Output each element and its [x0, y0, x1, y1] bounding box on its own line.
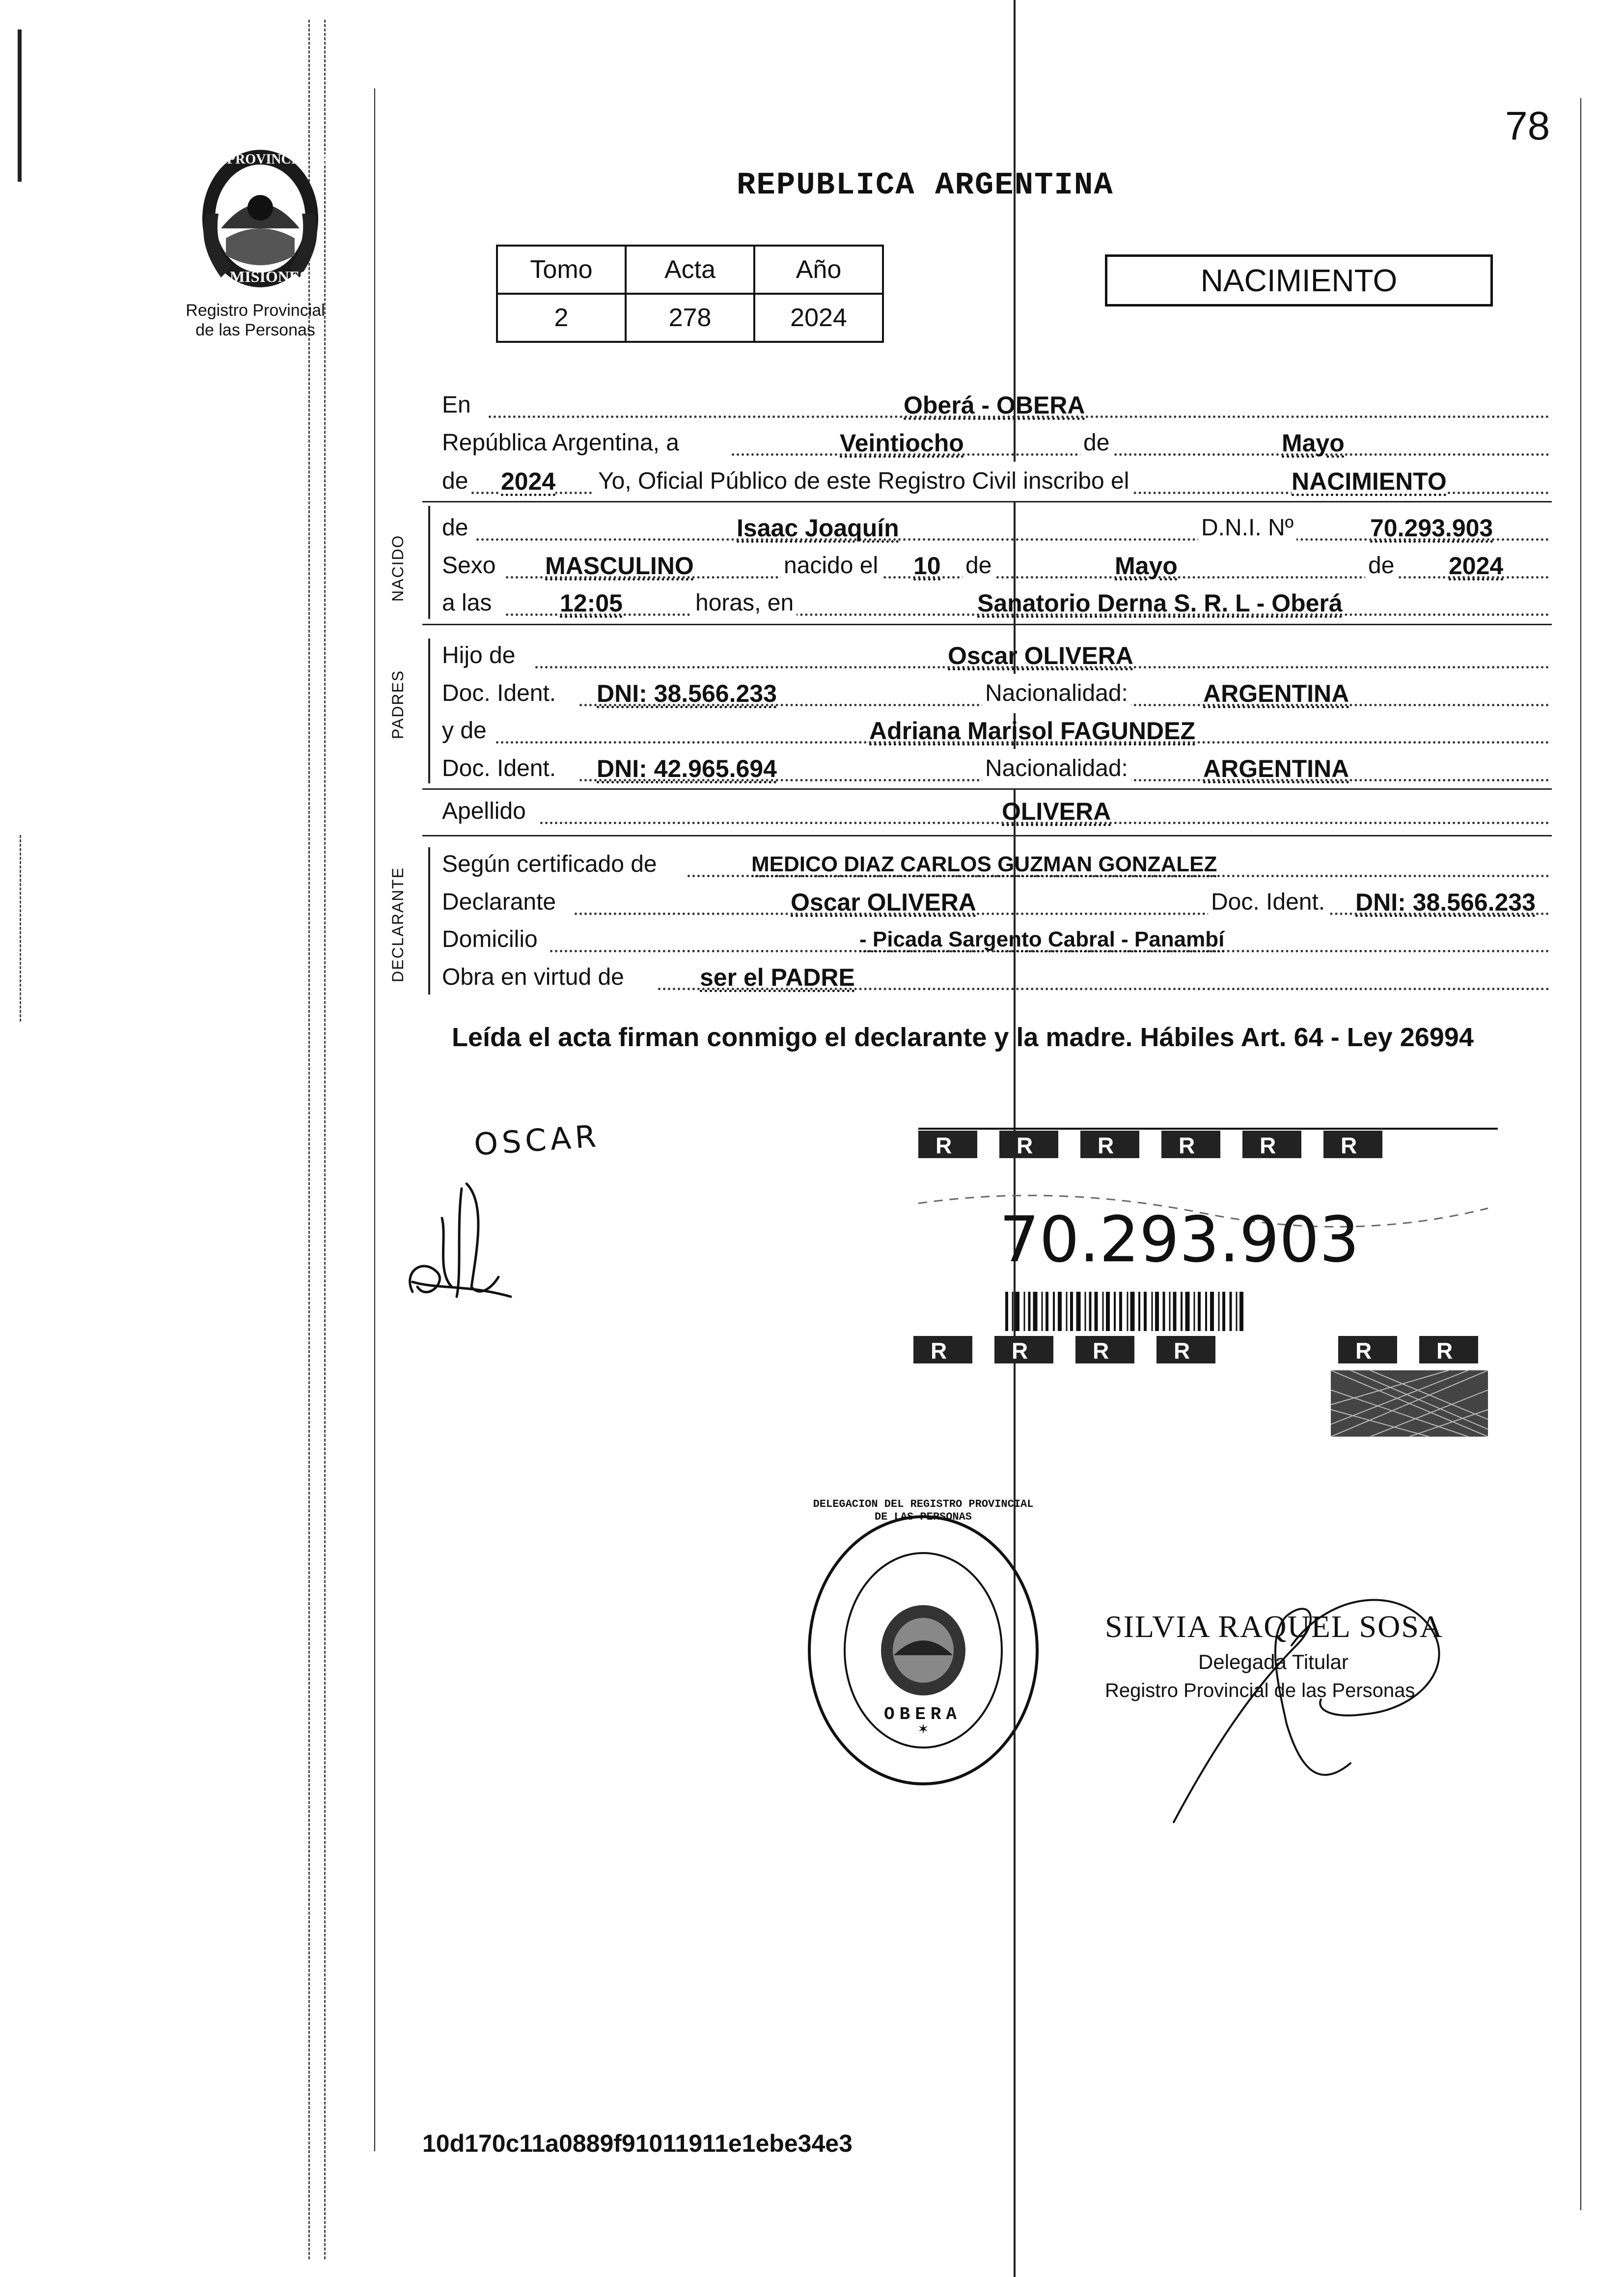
declarante-row-name: [442, 883, 1552, 922]
svg-text:R: R: [1436, 1338, 1453, 1363]
svg-text:R: R: [1098, 1133, 1114, 1158]
apellido-row: [442, 792, 1552, 831]
section-bracket-nacido: [428, 506, 430, 619]
section-divider: [422, 624, 1552, 625]
declarante-row-certificado: [442, 845, 1552, 884]
en-label: En: [442, 392, 471, 418]
declarant-signature: [393, 1159, 540, 1316]
mother-doc-value: DNI: 42.965.694: [597, 755, 777, 782]
record-type-box: NACIMIENTO: [1105, 254, 1493, 306]
obra-value: ser el PADRE: [700, 964, 855, 991]
mother-nationality-label: Nacionalidad:: [982, 749, 1131, 788]
nacido-row-name: [442, 508, 1552, 548]
officer-name: SILVIA RAQUEL SOSA: [1105, 1609, 1444, 1644]
birth-de-label: de: [963, 546, 994, 585]
father-nationality-label: Nacionalidad:: [982, 674, 1131, 713]
year-value: 2024: [501, 462, 555, 501]
declarante-row-obra: [442, 958, 1552, 997]
official-stamp: [805, 1498, 1041, 1788]
sexo-label: Sexo: [442, 546, 495, 585]
svg-text:✶: ✶: [918, 1721, 929, 1739]
declarante-row-domicilio: [442, 920, 1552, 959]
svg-text:R: R: [1179, 1133, 1195, 1158]
scan-margin-line: [324, 20, 326, 2259]
svg-text:R: R: [1260, 1133, 1276, 1158]
logo-caption-line2: de las Personas: [195, 321, 315, 339]
section-label-nacido: NACIDO: [389, 534, 407, 602]
section-divider: [422, 835, 1552, 836]
year-de-label: de: [442, 462, 471, 501]
place-value: Oberá - OBERA: [904, 391, 1085, 419]
father-doc-value: DNI: 38.566.233: [597, 680, 777, 707]
date-de-label: de: [1080, 423, 1112, 463]
mother-doc-label: Doc. Ident.: [442, 749, 556, 788]
declarante-doc-value: DNI: 38.566.233: [1355, 889, 1536, 916]
page-border-right: [1580, 98, 1581, 2210]
y-de-label: y de: [442, 711, 487, 750]
logo-caption: [174, 301, 336, 340]
certificado-label: Según certificado de: [442, 845, 660, 884]
birth-de-label-2: de: [1365, 546, 1397, 585]
father-name-value: Oscar OLIVERA: [948, 642, 1133, 669]
intro-row-date: [442, 423, 1552, 463]
statement-text: Yo, Oficial Público de este Registro Civil inscribo el: [594, 462, 1133, 501]
svg-text:R: R: [1093, 1338, 1109, 1363]
birth-day-value: 10: [913, 552, 941, 580]
hijo-de-label: Hijo de: [442, 636, 515, 675]
document-hash: 10d170c11a0889f91011911e1ebe34e3: [422, 2130, 853, 2157]
padres-row-mother: [442, 711, 1552, 750]
section-divider: [422, 788, 1552, 790]
scan-edge-line: [18, 29, 22, 182]
time-value: 12:05: [560, 589, 623, 617]
section-bracket-padres: [428, 639, 430, 783]
mother-name-value: Adriana Marisol FAGUNDEZ: [869, 717, 1195, 745]
registry-header-anio: Año: [754, 246, 883, 294]
dni-label: D.N.I. Nº: [1198, 508, 1296, 548]
page-number: 78: [1505, 104, 1550, 148]
province-emblem: [187, 145, 334, 292]
registry-table: [496, 245, 884, 343]
month-value: Mayo: [1282, 429, 1345, 457]
padres-row-father-doc: [442, 674, 1552, 713]
svg-text:R: R: [1341, 1133, 1357, 1158]
handwritten-name: OSCAR: [472, 1118, 602, 1163]
registry-value-acta: 278: [626, 294, 754, 342]
registry-table-value-row: [497, 294, 883, 342]
svg-text:R: R: [1012, 1338, 1028, 1363]
padres-row-father: [442, 636, 1552, 675]
republica-label: República Argentina, a: [442, 430, 679, 456]
obra-label: Obra en virtud de: [442, 958, 627, 997]
svg-text:R: R: [1017, 1133, 1033, 1158]
svg-text:R: R: [936, 1133, 952, 1158]
section-divider: [422, 501, 1552, 502]
birth-place-value: Sanatorio Derna S. R. L - Oberá: [977, 589, 1343, 617]
nacido-el-label: nacido el: [781, 546, 881, 585]
stamp-ring-text: DELEGACION DEL REGISTRO PROVINCIAL DE LAS PERSONAS: [813, 1498, 1034, 1523]
apellido-label: Apellido: [442, 792, 526, 831]
stamp-city: OBERA: [884, 1704, 962, 1724]
declarante-label: Declarante: [442, 883, 556, 922]
nacido-row-time-place: [442, 583, 1552, 623]
closing-text: Leída el acta firman conmigo el declarante y la madre. Hábiles Art. 64 - Ley 26994: [452, 1023, 1474, 1052]
domicilio-label: Domicilio: [442, 920, 538, 959]
emblem-text-top: PROVINCIA DE: [227, 152, 329, 167]
a-las-label: a las: [442, 583, 492, 623]
padres-row-mother-doc: [442, 749, 1552, 788]
document-title: REPUBLICA ARGENTINA: [737, 168, 1114, 203]
scan-margin-line: [20, 835, 21, 1022]
day-words-value: Veintiocho: [840, 429, 964, 457]
intro-row-place: [442, 386, 1552, 425]
registry-value-tomo: 2: [497, 294, 626, 342]
nacido-de-label: de: [442, 508, 468, 548]
officer-office: Registro Provincial de las Personas: [1105, 1680, 1415, 1701]
emblem-text-bottom: MISIONES: [230, 268, 309, 285]
father-nationality-value: ARGENTINA: [1203, 680, 1349, 707]
section-label-declarante: DECLARANTE: [389, 866, 407, 982]
intro-row-statement: [442, 462, 1552, 501]
apellido-value: OLIVERA: [1002, 798, 1111, 825]
security-sticker: [908, 1125, 1498, 1439]
nacido-row-sex-date: [442, 546, 1552, 585]
birth-month-value: Mayo: [1115, 552, 1178, 580]
section-bracket-declarante: [428, 847, 430, 995]
section-label-padres: PADRES: [389, 669, 407, 739]
stamp-seal-icon: [805, 1513, 1041, 1788]
sticker-number: 70.293.903: [999, 1203, 1359, 1277]
declarante-doc-label: Doc. Ident.: [1208, 883, 1328, 922]
svg-text:R: R: [931, 1338, 947, 1363]
registry-header-tomo: Tomo: [497, 246, 626, 294]
father-doc-label: Doc. Ident.: [442, 674, 556, 713]
horas-label: horas, en: [692, 583, 797, 623]
birth-year-value: 2024: [1449, 552, 1504, 580]
declarante-value: Oscar OLIVERA: [791, 889, 976, 916]
registry-header-acta: Acta: [626, 246, 754, 294]
child-name-value: Isaac Joaquín: [737, 514, 899, 542]
record-word-value: NACIMIENTO: [1292, 462, 1447, 501]
svg-text:R: R: [1174, 1338, 1190, 1363]
svg-text:R: R: [1355, 1338, 1372, 1363]
registry-table-header-row: [497, 246, 883, 294]
sexo-value: MASCULINO: [545, 552, 694, 580]
officer-role: Delegada Titular: [1198, 1650, 1349, 1673]
certificado-value: MEDICO DIAZ CARLOS GUZMAN GONZALEZ: [751, 852, 1217, 876]
child-dni-value: 70.293.903: [1370, 514, 1493, 542]
scan-margin-line: [308, 20, 310, 2259]
mother-nationality-value: ARGENTINA: [1203, 755, 1349, 782]
sticker-pattern-icon: [908, 1125, 1498, 1439]
registry-value-anio: 2024: [754, 294, 883, 342]
page-border-left: [374, 88, 375, 2151]
domicilio-value: - Picada Sargento Cabral - Panambí: [859, 927, 1225, 951]
logo-caption-line1: Registro Provincial: [186, 301, 325, 320]
